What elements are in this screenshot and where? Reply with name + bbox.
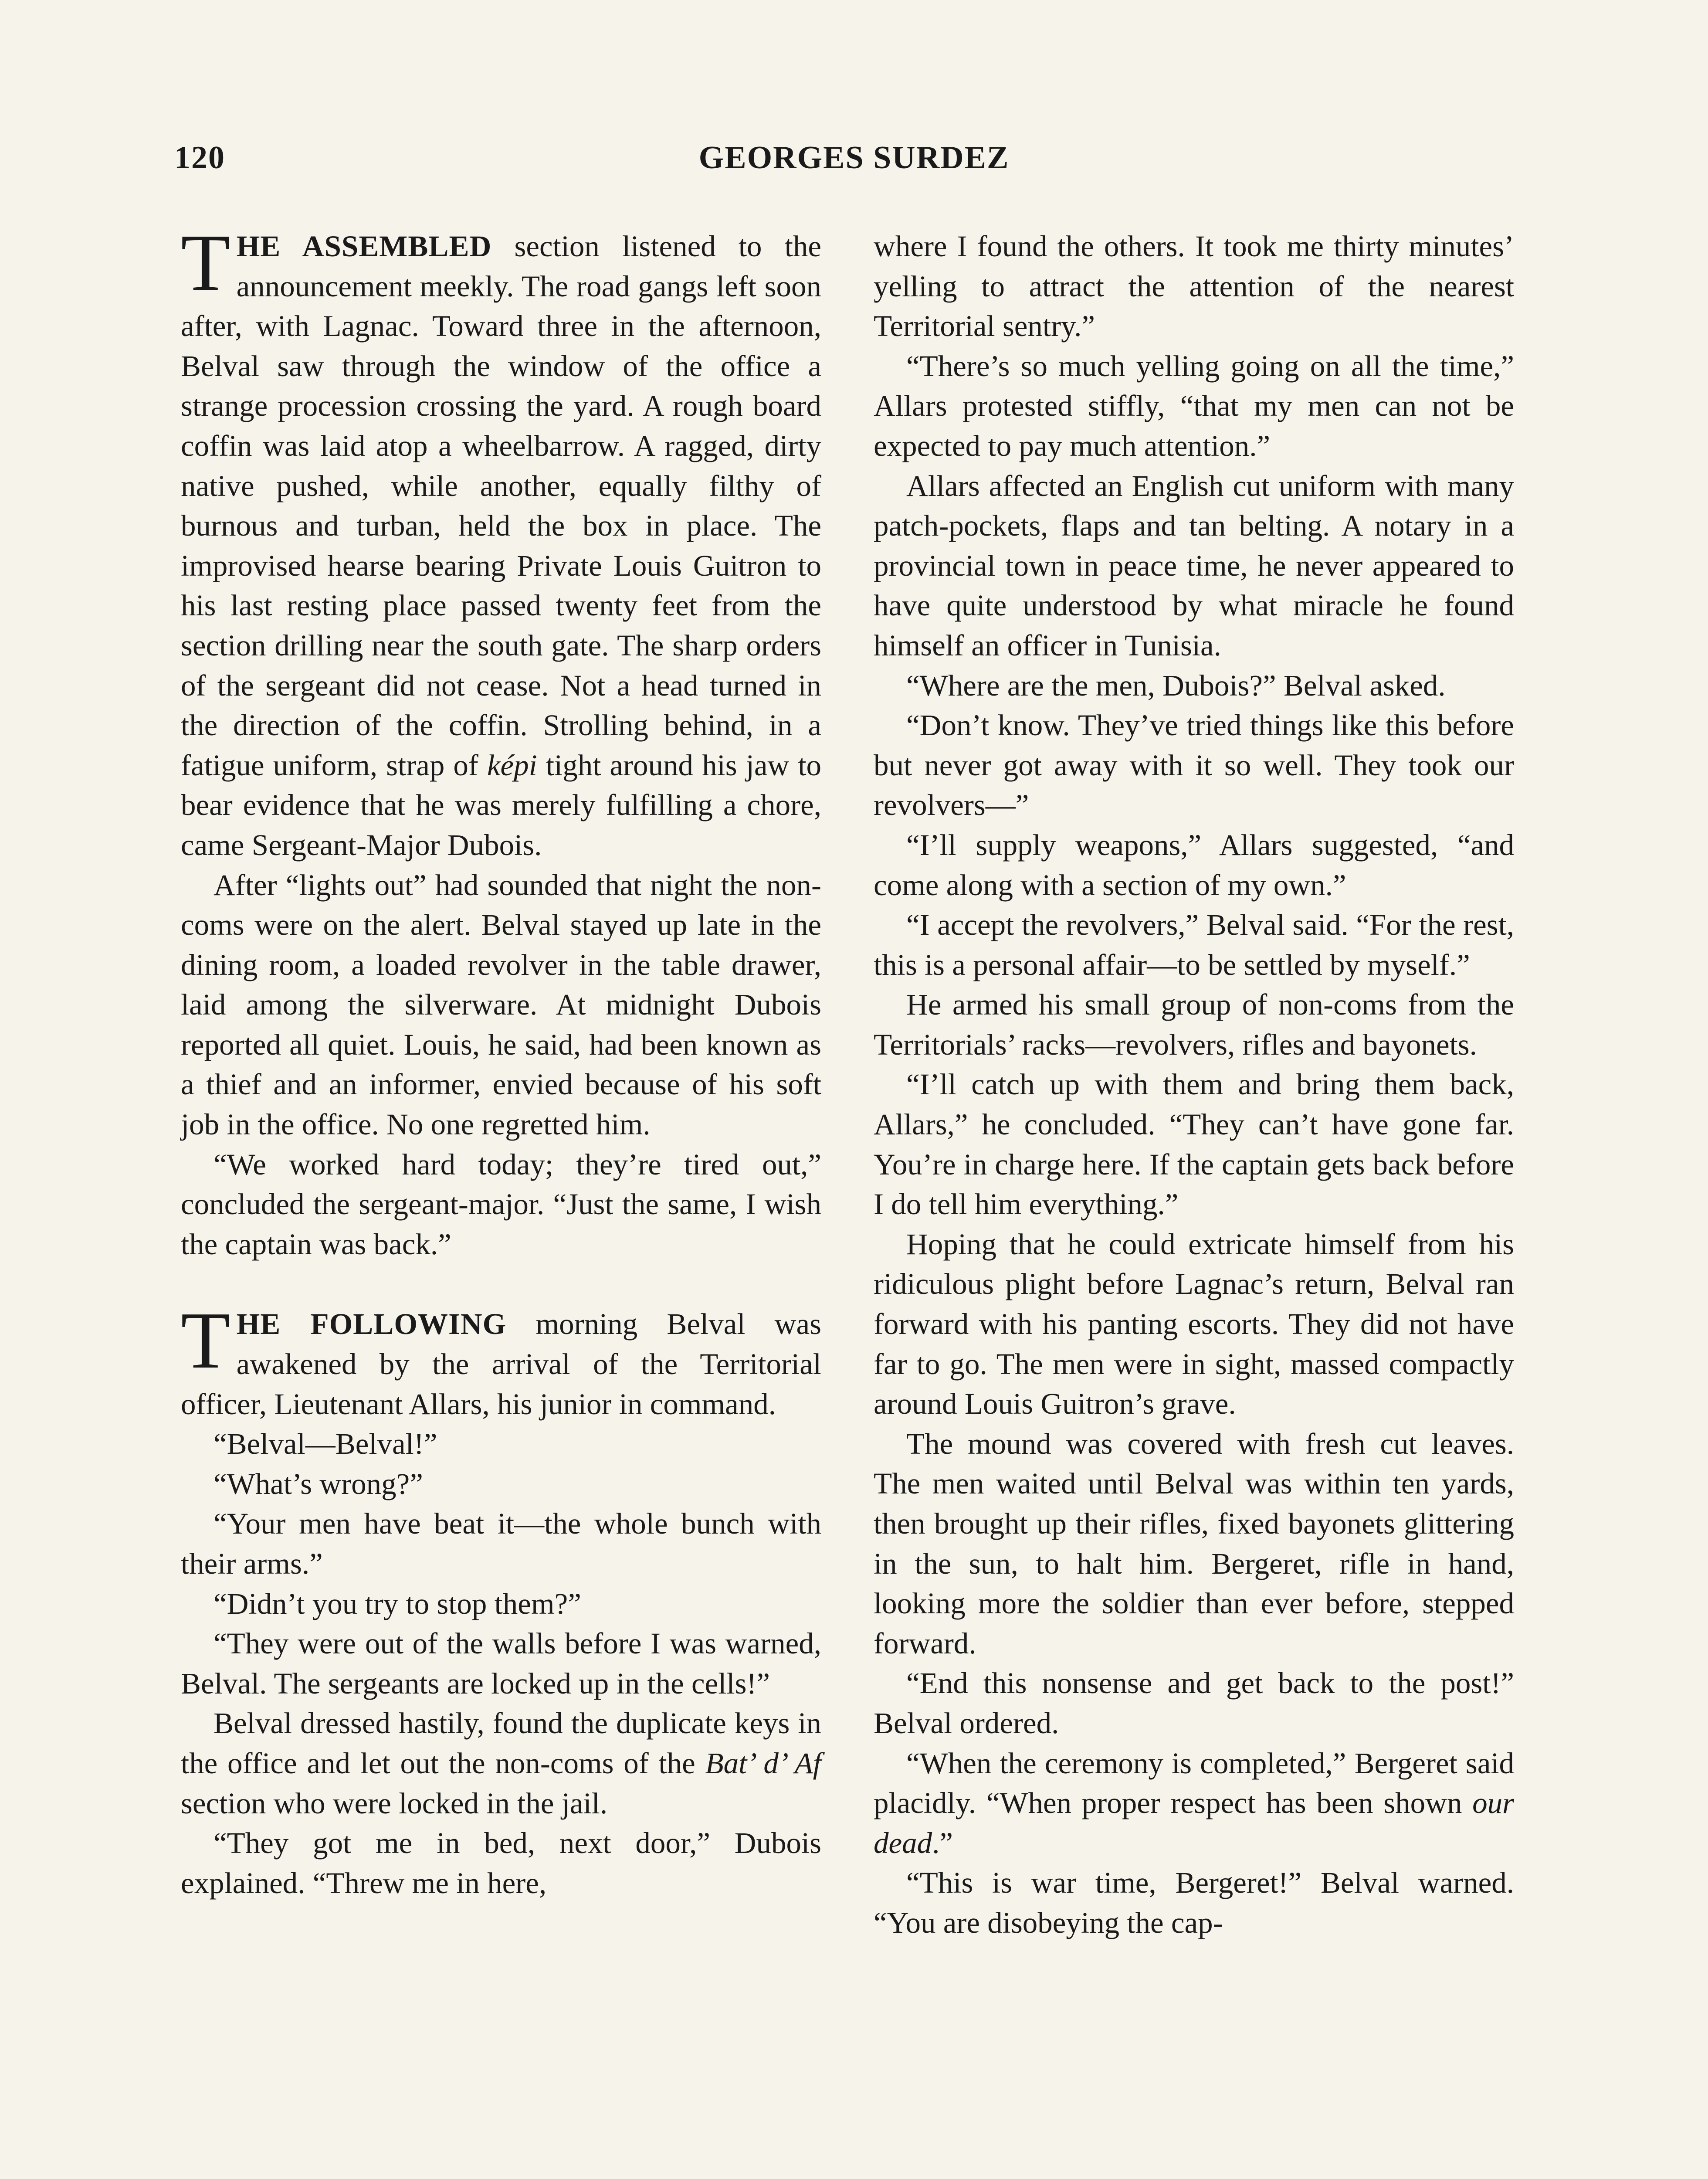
paragraph: “Belval—Belval!” <box>214 1427 437 1461</box>
paragraph: “We worked hard today; they’re tired out,” concluded the sergeant-major. “Just the same, I wish the captain was back.” <box>181 1147 821 1261</box>
paragraph: “Your men have beat it—the whole bunch with their arms.” <box>181 1507 821 1580</box>
paragraph: “They were out of the walls before I was warned, Belval. The sergeants are locked up in the cells!” <box>181 1627 821 1700</box>
drop-cap: T <box>181 1296 230 1386</box>
paragraph: “There’s so much yelling going on all the time,” Allars protested stiffly, “that my men can not be expected to pay much attention.” <box>874 349 1514 462</box>
paragraph: THE FOLLOWING morning Belval was awakened by the arrival of the Territorial officer, Lieutenant Allars, his junior in command. <box>181 1296 821 1421</box>
paragraph: “Didn’t you try to stop them?” <box>214 1587 581 1620</box>
drop-cap: T <box>181 218 230 308</box>
paragraph: “I’ll catch up with them and bring them back, Allars,” he concluded. “They can’t have gone far. You’re in charge here. If the captain gets back before I do tell him everything.” <box>874 1068 1514 1221</box>
paragraph: “This is war time, Bergeret!” Belval warned. “You are disobeying the cap- <box>874 1866 1514 1939</box>
paragraph: The mound was covered with fresh cut leaves. The men waited until Belval was within ten yards, then brought up their rifles, fixed bayonets glittering in the sun, to halt him. Bergeret, rifle in hand, looking more the soldier than ever before, stepped forward. <box>874 1427 1514 1660</box>
page-number: 120 <box>174 140 225 176</box>
paragraph: “I’ll supply weapons,” Allars suggested, “and come along with a section of my own.” <box>874 828 1514 902</box>
running-title: GEORGES SURDEZ <box>698 140 1010 176</box>
text-columns <box>179 218 1529 2179</box>
left-column <box>181 218 821 2179</box>
paragraph: “What’s wrong?” <box>214 1467 423 1500</box>
paragraph: “I accept the revolvers,” Belval said. “For the rest, this is a personal affair—to be settled by myself.” <box>874 908 1514 981</box>
paragraph: “Don’t know. They’ve tried things like this before but never got away with it so well. They took our revolvers—” <box>874 709 1514 822</box>
running-head <box>174 139 1534 187</box>
paragraph: Belval dressed hastily, found the duplicate keys in the office and let out the non-coms of the Bat’ d’ Af section who were locked in the jail. <box>181 1707 821 1820</box>
lead-in: HE ASSEMBLED <box>236 230 492 263</box>
right-column <box>874 227 1514 2179</box>
paragraph: “End this nonsense and get back to the post!” Belval ordered. <box>874 1666 1514 1740</box>
paragraph: He armed his small group of non-coms from the Territorials’ racks—revolvers, rifles and bayonets. <box>874 988 1514 1061</box>
paragraph: “When the ceremony is completed,” Bergeret said placidly. “When proper respect has been shown our dead.” <box>874 1746 1514 1860</box>
paragraph: Hoping that he could extricate himself from his ridiculous plight before Lagnac’s return, Belval ran forward with his panting escorts. They did not have far to go. The men were in sight, massed compactly around Louis Guitron’s grave. <box>874 1227 1514 1421</box>
paragraph: where I found the others. It took me thirty minutes’ yelling to attract the attention of the nearest Territorial sentry.” <box>874 230 1514 343</box>
lead-in: HE FOLLOWING <box>236 1307 507 1341</box>
paragraph: THE ASSEMBLED section listened to the announcement meekly. The road gangs left soon after, with Lagnac. Toward three in the afternoon, Belval saw through the window of the office a strange procession crossing the yard. A rough board coffin was laid atop a wheelbarrow. A ragged, dirty native pushed, while another, equally filthy of burnous and turban, held the box in place. The improvised hearse bearing Private Louis Guitron to his last resting place passed twenty feet from the section drilling near the south gate. The sharp orders of the sergeant did not cease. Not a head turned in the direction of the coffin. Strolling behind, in a fatigue uniform, strap of képi tight around his jaw to bear evidence that he was merely fulfilling a chore, came Sergeant-Major Dubois. <box>181 218 821 862</box>
paragraph: “They got me in bed, next door,” Dubois explained. “Threw me in here, <box>181 1826 821 1900</box>
paragraph: After “lights out” had sounded that night the non-coms were on the alert. Belval stayed up late in the dining room, a loaded revolver in the table drawer, laid among the silverware. At midnight Dubois reported all quiet. Louis, he said, had been known as a thief and an informer, envied because of his soft job in the office. No one regretted him. <box>181 868 821 1141</box>
paragraph: “Where are the men, Dubois?” Belval asked. <box>906 669 1446 702</box>
paragraph: Allars affected an English cut uniform with many patch-pockets, flaps and tan belting. A notary in a provincial town in peace time, he never appeared to have quite understood by what miracle he found himself an officer in Tunisia. <box>874 469 1514 662</box>
